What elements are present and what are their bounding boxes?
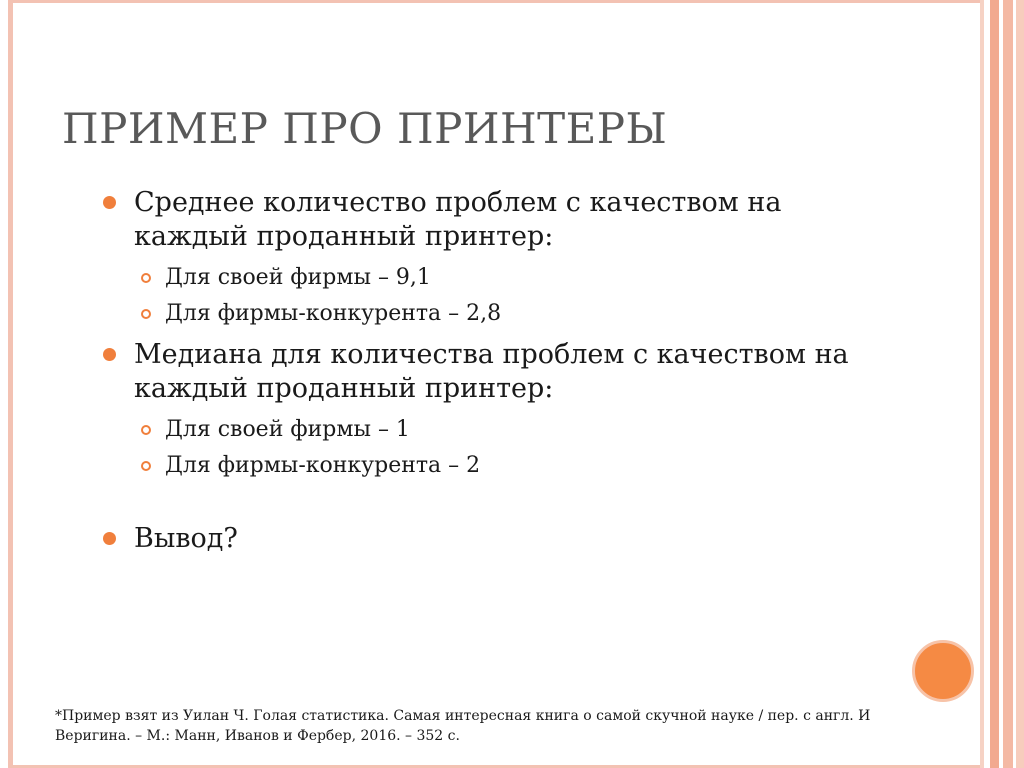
ring-bullet-icon [141, 273, 151, 283]
bullet-item [100, 338, 920, 406]
bullet-item [100, 186, 920, 254]
sub-bullet-item [100, 296, 920, 332]
sub-bullet-text: Для своей фирмы – 1 [165, 417, 410, 442]
bullet-text-line1: Медиана для количества проблем с качеством на [134, 339, 849, 370]
ring-bullet-icon [141, 425, 151, 435]
orange-circle-decoration [912, 640, 974, 702]
stripe [1003, 0, 1013, 768]
footnote [55, 706, 905, 746]
sub-bullet-text: Для фирмы-конкурента – 2,8 [165, 301, 502, 326]
sub-bullet-text: Для своей фирмы – 9,1 [165, 265, 431, 290]
frame-top-border [8, 0, 983, 3]
bullet-list [100, 186, 920, 556]
footnote-line1: *Пример взят из Уилан Ч. Голая статистика. Самая интересная книга о самой скучной науке / пер. с англ. И [55, 708, 871, 724]
stripe [1016, 0, 1024, 768]
slide-title: ПРИМЕР ПРО ПРИНТЕРЫ [62, 104, 668, 153]
right-decorative-stripes [980, 0, 1024, 768]
frame-left-border [8, 0, 13, 768]
bullet-dot-icon [103, 532, 116, 545]
sub-bullet-item [100, 260, 920, 296]
sub-bullet-item [100, 412, 920, 448]
bullet-text-line1: Вывод? [134, 523, 238, 554]
sub-bullet-text: Для фирмы-конкурента – 2 [165, 453, 481, 478]
footnote-line2: Веригина. – М.: Манн, Иванов и Фербер, 2016. – 352 с. [55, 728, 460, 744]
bullet-item [100, 522, 920, 556]
stripe [990, 0, 999, 768]
bullet-text-line1: Среднее количество проблем с качеством на [134, 187, 782, 218]
bullet-text-line2: каждый проданный принтер: [134, 373, 554, 404]
sub-bullet-item [100, 448, 920, 484]
ring-bullet-icon [141, 309, 151, 319]
bullet-dot-icon [103, 196, 116, 209]
ring-bullet-icon [141, 461, 151, 471]
bullet-text-line2: каждый проданный принтер: [134, 221, 554, 252]
bullet-dot-icon [103, 348, 116, 361]
